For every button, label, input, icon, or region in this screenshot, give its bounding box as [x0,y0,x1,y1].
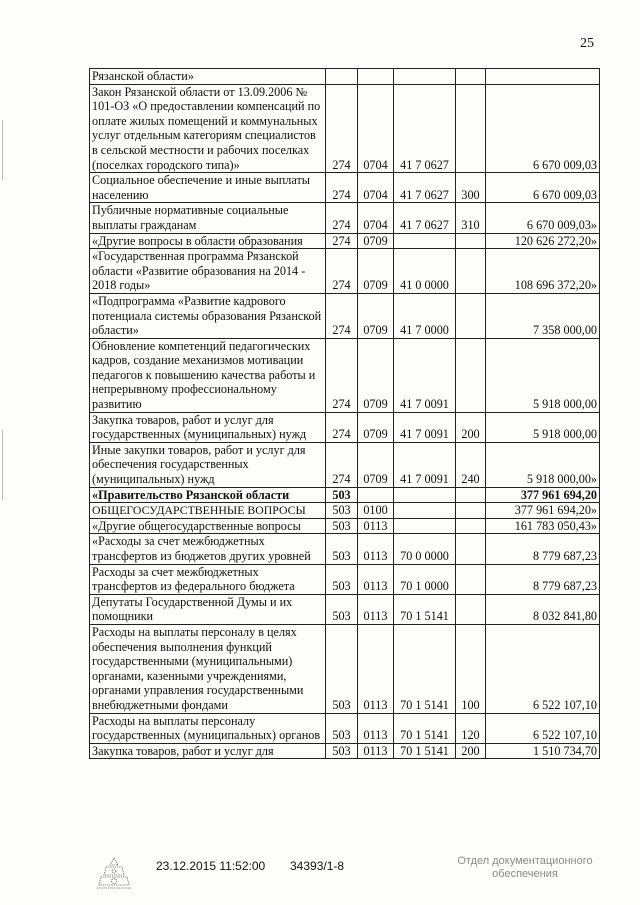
cell-sum: 5 918 000,00 [486,412,600,442]
cell-vr [456,338,486,412]
cell-csr: 70 1 0000 [394,564,456,594]
cell-name: Закупка товаров, работ и услуг для [90,743,326,759]
cell-rz: 0704 [358,173,394,203]
cell-vr: 200 [456,743,486,759]
cell-rz: 0113 [358,534,394,564]
cell-ved: 503 [326,534,358,564]
cell-ved: 274 [326,338,358,412]
cell-ved: 503 [326,564,358,594]
cell-vr: 310 [456,203,486,233]
cell-sum: 8 032 841,80 [486,594,600,624]
table-row [90,503,600,519]
cell-csr: 70 0 0000 [394,534,456,564]
table-row [90,69,600,85]
cell-vr [456,594,486,624]
cell-csr [394,518,456,534]
cell-csr: 41 7 0000 [394,293,456,338]
table-row [90,84,600,173]
cell-rz: 0704 [358,84,394,173]
cell-sum: 6 670 009,03 [486,84,600,173]
cell-csr: 41 7 0627 [394,84,456,173]
cell-rz: 0709 [358,412,394,442]
cell-rz [358,69,394,85]
cell-name: Расходы на выплаты персоналу государственных (муниципальных) органов [90,713,326,743]
cell-name: «Правительство Рязанской области [90,487,326,503]
table-row [90,442,600,487]
cell-csr: 41 0 0000 [394,249,456,294]
cell-csr [394,233,456,249]
scan-margin-mark [2,120,3,180]
cell-csr: 70 1 5141 [394,713,456,743]
cell-rz: 0709 [358,338,394,412]
cell-rz: 0709 [358,249,394,294]
cell-rz: 0709 [358,442,394,487]
cell-name: «Расходы за счет межбюджетных трансфертов из бюджетов других уровней [90,534,326,564]
cell-name: «Государственная программа Рязанской области «Развитие образования на 2014 - 2018 годы» [90,249,326,294]
cell-ved: 274 [326,84,358,173]
cell-name: Закупка товаров, работ и услуг для государственных (муниципальных) нужд [90,412,326,442]
cell-rz: 0113 [358,518,394,534]
cell-sum: 377 961 694,20» [486,503,600,519]
cell-sum: 7 358 000,00 [486,293,600,338]
cell-name: Социальное обеспечение и иные выплаты населению [90,173,326,203]
cell-rz: 0113 [358,594,394,624]
cell-sum [486,69,600,85]
cell-name: Расходы на выплаты персоналу в целях обеспечения выполнения функций государственными (муниципальными) органами, казенными учреждениями, органами управления государственными внебюджетными фондами [90,624,326,713]
cell-vr [456,487,486,503]
cell-ved: 274 [326,249,358,294]
cell-ved: 503 [326,624,358,713]
cell-sum: 6 522 107,10 [486,624,600,713]
table-row [90,713,600,743]
page-footer [0,855,640,895]
table-row [90,249,600,294]
cell-csr: 70 1 5141 [394,743,456,759]
cell-csr: 41 7 0627 [394,173,456,203]
cell-ved: 503 [326,713,358,743]
table-row [90,594,600,624]
cell-ved: 274 [326,173,358,203]
budget-table [89,68,600,759]
cell-vr: 200 [456,412,486,442]
cell-sum: 8 779 687,23 [486,564,600,594]
cell-sum: 6 522 107,10 [486,713,600,743]
cell-vr [456,564,486,594]
cell-vr: 300 [456,173,486,203]
cell-sum: 5 918 000,00» [486,442,600,487]
cell-vr [456,293,486,338]
cell-name: Рязанской области» [90,69,326,85]
cell-rz: 0709 [358,233,394,249]
table-row [90,487,600,503]
cell-vr: 120 [456,713,486,743]
cell-ved: 503 [326,518,358,534]
cell-ved [326,69,358,85]
cell-vr: 100 [456,624,486,713]
cell-rz [358,487,394,503]
scan-margin-mark [2,430,3,500]
cell-name: Публичные нормативные социальные выплаты гражданам [90,203,326,233]
cell-vr [456,534,486,564]
cell-ved: 274 [326,412,358,442]
cell-vr [456,249,486,294]
cell-csr: 70 1 5141 [394,594,456,624]
table-row [90,233,600,249]
cell-name: Иные закупки товаров, работ и услуг для обеспечения государственных (муниципальных) нужд [90,442,326,487]
cell-name: Расходы за счет межбюджетных трансфертов из федерального бюджета [90,564,326,594]
cell-rz: 0704 [358,203,394,233]
cell-csr: 41 7 0091 [394,442,456,487]
cell-csr: 70 1 5141 [394,624,456,713]
cell-name: «Другие общегосударственные вопросы [90,518,326,534]
cell-ved: 274 [326,442,358,487]
cell-ved: 274 [326,203,358,233]
cell-csr [394,503,456,519]
table-row [90,564,600,594]
cell-name: «Другие вопросы в области образования [90,233,326,249]
table-row [90,173,600,203]
cell-vr: 240 [456,442,486,487]
cell-name: Обновление компетенций педагогических кадров, создание механизмов мотивации педагогов к повышению качества работы и непрерывному профессиональному развитию [90,338,326,412]
cell-sum: 377 961 694,20 [486,487,600,503]
table-row [90,624,600,713]
footer-date: 23.12.2015 11:52:00 [156,859,266,873]
cell-ved: 503 [326,594,358,624]
cell-rz: 0113 [358,624,394,713]
cell-ved: 274 [326,233,358,249]
cell-csr: 41 7 0091 [394,338,456,412]
cell-rz: 0113 [358,564,394,594]
cell-vr [456,84,486,173]
cell-ved: 503 [326,487,358,503]
cell-csr [394,487,456,503]
cell-ved: 274 [326,293,358,338]
footer-document-number: 34393/1-8 [290,859,345,873]
cell-sum: 161 783 050,43» [486,518,600,534]
cell-vr [456,233,486,249]
seal-icon [94,855,134,891]
table-row [90,534,600,564]
footer-department-stamp: Отдел документационного обеспечения [457,855,593,880]
table-row [90,743,600,759]
page-number: 25 [580,36,594,51]
cell-sum: 6 670 009,03» [486,203,600,233]
cell-ved: 503 [326,503,358,519]
cell-name: Депутаты Государственной Думы и их помощники [90,594,326,624]
cell-sum: 1 510 734,70 [486,743,600,759]
cell-sum: 120 626 272,20» [486,233,600,249]
cell-name: Закон Рязанской области от 13.09.2006 № 101-ОЗ «О предоставлении компенсаций по оплате жилых помещений и коммунальных услуг отдельным категориям специалистов в сельской местности и рабочих поселках (поселках городского типа)» [90,84,326,173]
cell-rz: 0113 [358,713,394,743]
cell-csr [394,69,456,85]
cell-csr: 41 7 0091 [394,412,456,442]
cell-sum: 5 918 000,00 [486,338,600,412]
table-row [90,203,600,233]
cell-sum: 6 670 009,03 [486,173,600,203]
cell-rz: 0100 [358,503,394,519]
table-row [90,293,600,338]
cell-rz: 0709 [358,293,394,338]
cell-vr [456,518,486,534]
cell-vr [456,503,486,519]
cell-ved: 503 [326,743,358,759]
cell-sum: 108 696 372,20» [486,249,600,294]
cell-sum: 8 779 687,23 [486,534,600,564]
cell-csr: 41 7 0627 [394,203,456,233]
table-row [90,518,600,534]
table-row [90,338,600,412]
table-row [90,412,600,442]
cell-vr [456,69,486,85]
cell-name: ОБЩЕГОСУДАРСТВЕННЫЕ ВОПРОСЫ [90,503,326,519]
cell-rz: 0113 [358,743,394,759]
cell-name: «Подпрограмма «Развитие кадрового потенциала системы образования Рязанской области» [90,293,326,338]
